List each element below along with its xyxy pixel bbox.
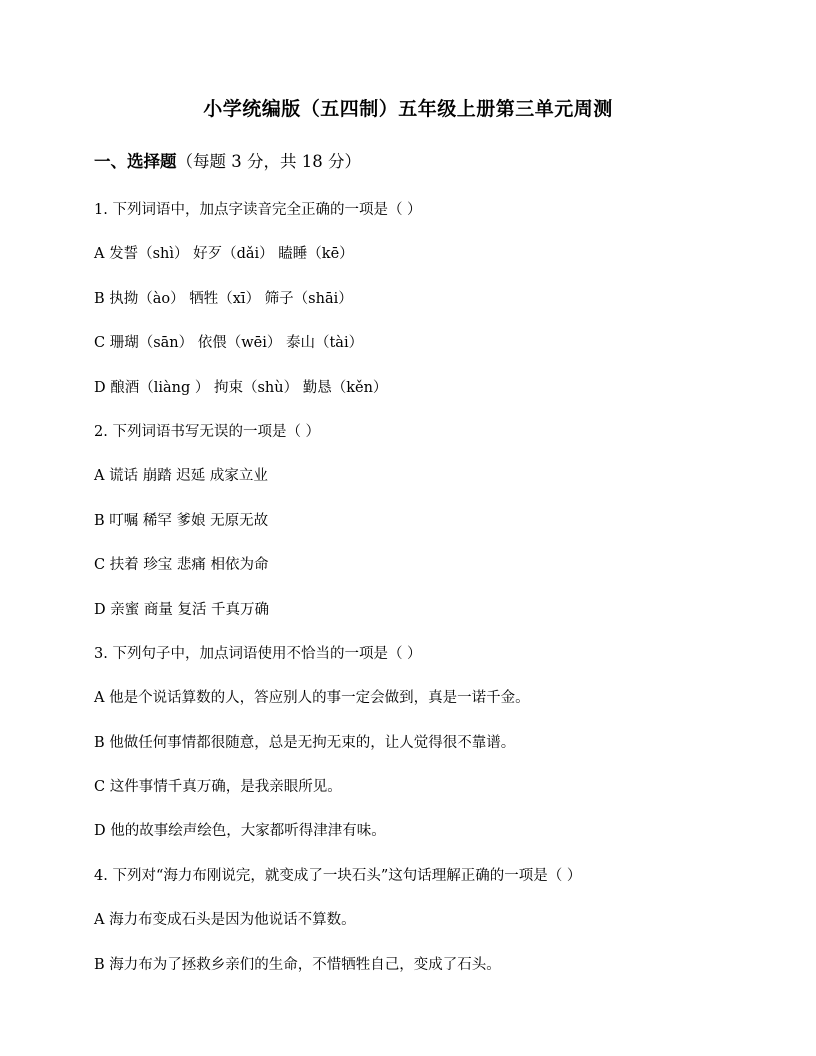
section-score-note: （每题 3 分，共 18 分） [176,152,361,171]
question-1-option-d: D 酿酒（liàng ） 拘束（shù） 勤恳（kěn） [94,379,388,396]
section-heading [94,150,361,174]
question-3-option-c: C 这件事情千真万确，是我亲眼所见。 [94,779,342,796]
question-1-option-a: A 发誓（shì） 好歹（dǎi） 瞌睡（kē） [94,246,354,263]
question-2-option-c: C 扶着 珍宝 悲痛 相依为命 [94,557,269,574]
question-3-option-a: A 他是个说话算数的人，答应别人的事一定会做到，真是一诺千金。 [94,690,530,707]
question-list [94,200,774,999]
question-3-option-b: B 他做任何事情都很随意，总是无拘无束的，让人觉得很不靠谱。 [94,734,516,751]
question-3-option-d: D 他的故事绘声绘色，大家都听得津津有味。 [94,823,386,840]
section-label: 一、选择题 [94,152,177,171]
question-1-option-b: B 执拗（ào） 牺牲（xī） 筛子（shāi） [94,290,353,307]
question-2-option-b: B 叮嘱 稀罕 爹娘 无原无故 [94,512,269,529]
question-2-stem: 2. 下列词语书写无误的一项是（ ） [94,423,321,440]
question-4-option-b: B 海力布为了拯救乡亲们的生命，不惜牺牲自己，变成了石头。 [94,956,501,973]
question-2-option-a: A 谎话 崩踏 迟延 成家立业 [94,468,268,485]
question-1-stem: 1. 下列词语中，加点字读音完全正确的一项是（ ） [94,202,422,218]
question-3-stem: 3. 下列句子中，加点词语使用不恰当的一项是（ ） [94,645,422,662]
page-title: 小学统编版（五四制）五年级上册第三单元周测 [203,98,613,120]
question-4-option-a: A 海力布变成石头是因为他说话不算数。 [94,912,356,929]
question-2-option-d: D 亲蜜 商量 复活 千真万确 [94,601,270,618]
question-1-option-c: C 珊瑚（sān） 依偎（wēi） 泰山（tài） [94,335,364,352]
question-4-stem: 4. 下列对“海力布刚说完，就变成了一块石头”这句话理解正确的一项是（ ） [94,867,582,884]
